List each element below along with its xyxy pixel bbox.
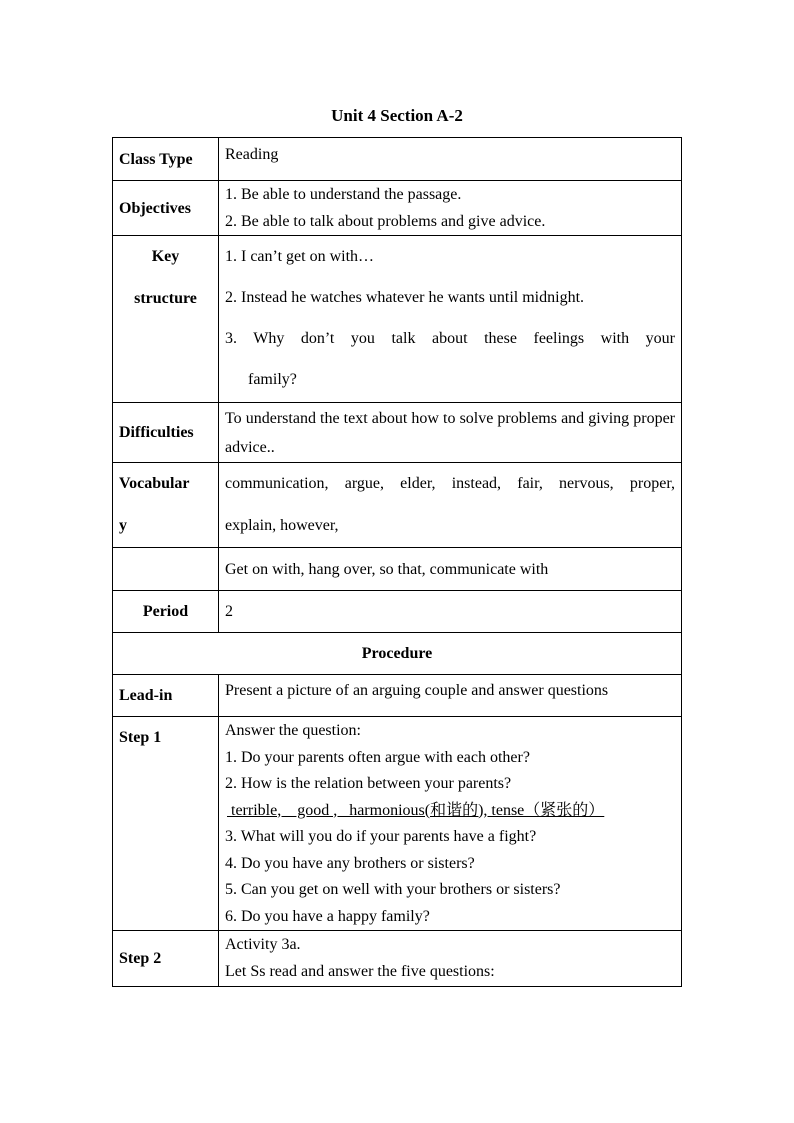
row-lead-in — [113, 675, 682, 717]
vocabulary-label — [113, 463, 219, 548]
lead-in-label: Lead-in — [113, 675, 219, 717]
procedure-heading: Procedure — [113, 633, 682, 675]
objectives-value — [219, 181, 682, 236]
row-class-type — [113, 138, 682, 181]
key-structure-value — [219, 236, 682, 403]
vocabulary-line: communication, argue, elder, instead, fair, nervous, proper, — [225, 475, 675, 492]
row-step2 — [113, 931, 682, 987]
step1-line: terrible, good , harmonious(和谐的), tense（紧张的） — [227, 801, 605, 819]
row-key-structure — [113, 236, 682, 403]
objective-item: 2. Be able to talk about problems and give advice. — [225, 213, 546, 230]
step1-line: 4. Do you have any brothers or sisters? — [225, 854, 475, 872]
objectives-label: Objectives — [113, 181, 219, 236]
row-difficulties — [113, 403, 682, 463]
row-phrases — [113, 548, 682, 591]
step1-line: 5. Can you get on well with your brothers or sisters? — [225, 881, 561, 898]
class-type-label: Class Type — [113, 138, 219, 181]
key-structure-item: 2. Instead he watches whatever he wants until midnight. — [225, 289, 585, 306]
row-vocabulary — [113, 463, 682, 548]
step2-line: Activity 3a. — [225, 936, 301, 953]
vocabulary-line: explain, however, — [225, 517, 339, 534]
row-period — [113, 591, 682, 633]
key-structure-item: 3. Why don’t you talk about these feelings with your — [225, 330, 675, 347]
step1-line: 3. What will you do if your parents have a fight? — [225, 828, 537, 845]
row-objectives — [113, 181, 682, 236]
step1-line: 2. How is the relation between your parents? — [225, 775, 512, 792]
vocabulary-label-line1: Vocabular — [119, 475, 190, 492]
key-structure-label-line1: Key — [151, 248, 180, 265]
page-title: Unit 4 Section A-2 — [331, 106, 463, 125]
lead-in-value: Present a picture of an arguing couple and answer questions — [219, 675, 682, 717]
period-label: Period — [113, 591, 219, 633]
phrases-value: Get on with, hang over, so that, communicate with — [219, 548, 682, 591]
vocabulary-value — [219, 463, 682, 548]
step2-value — [219, 931, 682, 987]
objective-item: 1. Be able to understand the passage. — [225, 186, 462, 203]
difficulties-value: To understand the text about how to solve problems and giving proper advice.. — [219, 403, 682, 463]
class-type-value: Reading — [219, 138, 682, 181]
key-structure-item: 1. I can’t get on with… — [225, 248, 375, 265]
step2-label: Step 2 — [113, 931, 219, 987]
step1-line: 1. Do your parents often argue with each other? — [225, 748, 530, 766]
key-structure-label-line2: structure — [134, 290, 197, 307]
step1-line: 6. Do you have a happy family? — [225, 907, 430, 925]
row-step1 — [113, 717, 682, 931]
step1-value — [219, 717, 682, 931]
key-structure-label — [113, 236, 219, 403]
period-value: 2 — [219, 591, 682, 633]
phrases-label — [113, 548, 219, 591]
difficulties-label: Difficulties — [113, 403, 219, 463]
key-structure-item: family? — [248, 371, 297, 388]
lesson-plan-table — [112, 137, 682, 987]
step1-line: Answer the question: — [225, 722, 361, 739]
vocabulary-label-line2: y — [119, 517, 127, 534]
step2-line: Let Ss read and answer the five questions: — [225, 963, 495, 980]
step1-label: Step 1 — [113, 717, 219, 931]
row-procedure — [113, 633, 682, 675]
